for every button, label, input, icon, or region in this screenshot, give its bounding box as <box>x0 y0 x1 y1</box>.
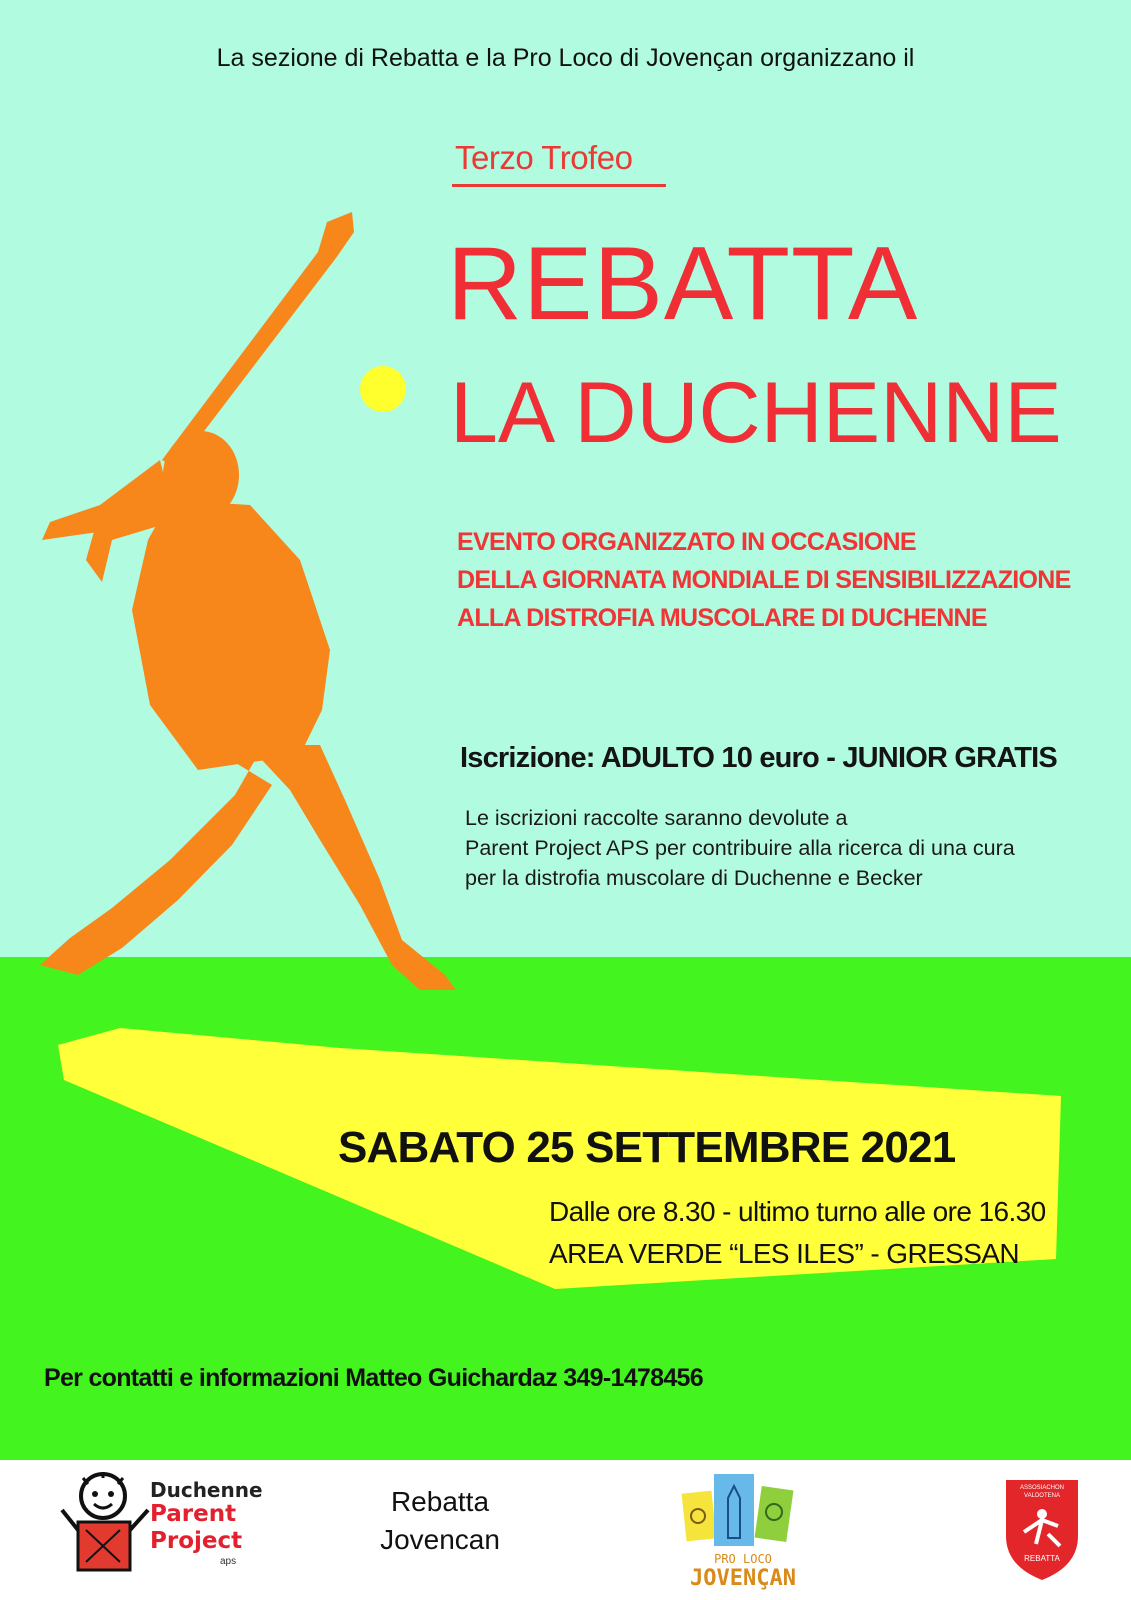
rebatta-jovencan-logo-line: Jovencan <box>380 1524 500 1555</box>
event-time: Dalle ore 8.30 - ultimo turno alle ore 16.30 <box>549 1196 1046 1227</box>
event-description-line: DELLA GIORNATA MONDIALE DI SENSIBILIZZAZIONE <box>457 566 1071 594</box>
ball-icon <box>360 366 406 412</box>
duchenne-logo-text: Duchenne <box>150 1478 263 1502</box>
registration-note-line: Le iscrizioni raccolte saranno devolute a <box>465 806 848 830</box>
event-place: AREA VERDE “LES ILES” - GRESSAN <box>549 1238 1019 1269</box>
registration-note-line: Parent Project APS per contribuire alla ricerca di una cura <box>465 836 1015 860</box>
registration-fee: Iscrizione: ADULTO 10 euro - JUNIOR GRATIS <box>460 742 1057 774</box>
duchenne-logo-text: aps <box>220 1556 237 1567</box>
subtitle: Terzo Trofeo <box>455 139 633 176</box>
registration-note-line: per la distrofia muscolare di Duchenne e Becker <box>465 866 923 890</box>
duchenne-parent-project-logo <box>58 1470 263 1590</box>
association-shield-logo <box>1002 1474 1082 1582</box>
rebatta-jovencan-logo-line: Rebatta <box>390 1486 490 1517</box>
event-description-line: ALLA DISTROFIA MUSCOLARE DI DUCHENNE <box>457 604 987 632</box>
pro-loco-icon <box>678 1468 808 1556</box>
page-title-line1: REBATTA <box>447 226 919 342</box>
pro-loco-logo-text: JOVENÇAN <box>690 1566 796 1591</box>
contact-info: Per contatti e informazioni Matteo Guichardaz 349-1478456 <box>44 1364 703 1392</box>
child-drawing-icon <box>58 1470 153 1580</box>
duchenne-logo-text: Parent <box>150 1501 237 1527</box>
event-description-line: EVENTO ORGANIZZATO IN OCCASIONE <box>457 528 916 556</box>
pro-loco-jovencan-logo <box>678 1468 808 1596</box>
event-date: SABATO 25 SETTEMBRE 2021 <box>338 1123 956 1172</box>
organizers-text: La sezione di Rebatta e la Pro Loco di Jovençan organizzano il <box>216 44 915 72</box>
association-logo-text: ASSOSIACHON VALDOTENA <box>1019 1485 1064 1499</box>
association-logo-text: REBATTA <box>1024 1554 1060 1563</box>
duchenne-logo-text: Project <box>150 1528 243 1554</box>
pro-loco-logo-text: PRO LOCO <box>714 1552 772 1566</box>
page-title-line2: LA DUCHENNE <box>450 365 1062 461</box>
subtitle-underline <box>452 184 666 187</box>
